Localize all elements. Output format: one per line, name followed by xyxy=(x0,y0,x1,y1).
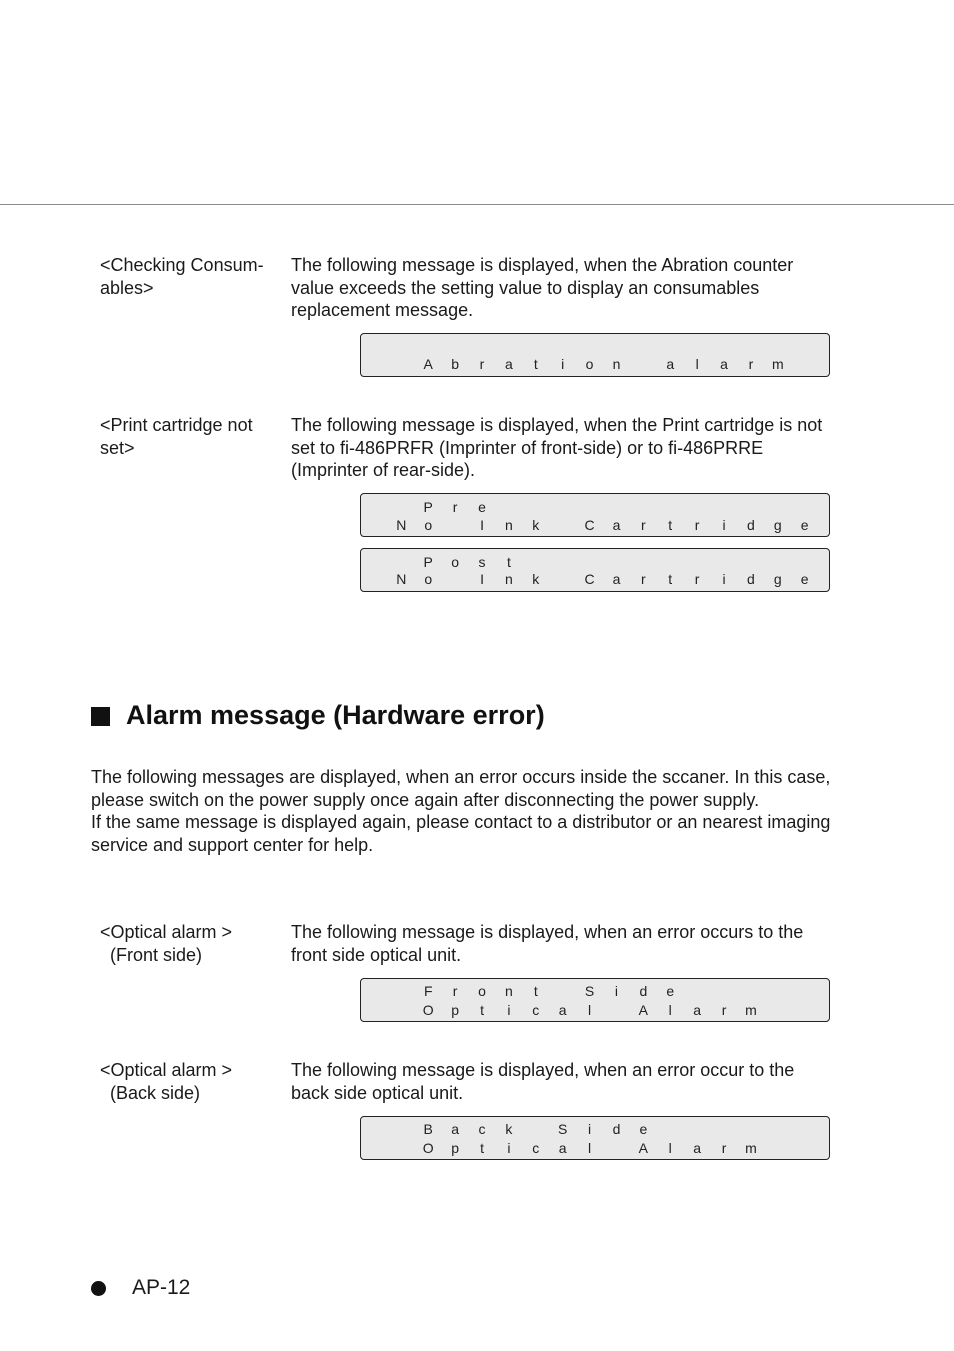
lcd-char: r xyxy=(721,1140,727,1156)
lcd-char: m xyxy=(745,1002,757,1018)
entry-label-line: set> xyxy=(100,437,135,458)
lcd-char: d xyxy=(612,1121,621,1137)
round-bullet-icon xyxy=(91,1281,106,1296)
lcd-char xyxy=(361,516,388,534)
lcd-char: A xyxy=(638,1140,649,1156)
lcd-char xyxy=(361,570,388,588)
lcd-char: A xyxy=(423,356,433,372)
lcd-line-2 xyxy=(361,1001,764,1019)
lcd-char: r xyxy=(748,356,754,372)
page-number: AP-12 xyxy=(132,1276,191,1299)
entry-description: The following message is displayed, when an error occur to the back side optical unit. xyxy=(291,1060,795,1103)
section-heading xyxy=(91,700,545,731)
lcd-char: i xyxy=(507,1002,511,1018)
lcd-char: I xyxy=(480,517,484,533)
lcd-char: a xyxy=(693,1002,702,1018)
lcd-char: o xyxy=(478,983,486,999)
lcd-panel xyxy=(360,548,830,592)
lcd-char: m xyxy=(745,1140,757,1156)
lcd-char: n xyxy=(505,983,513,999)
lcd-char: a xyxy=(451,1121,460,1137)
lcd-char: i xyxy=(722,517,726,533)
lcd-char: o xyxy=(424,571,433,587)
lcd-char: r xyxy=(452,983,458,999)
lcd-char: o xyxy=(451,554,460,570)
lcd-char: S xyxy=(558,1121,568,1137)
lcd-char xyxy=(522,1120,549,1138)
entry-label-optical-back xyxy=(100,1059,285,1104)
lcd-char: n xyxy=(612,356,621,372)
lcd-char: i xyxy=(507,1140,511,1156)
lcd-line-1 xyxy=(361,553,522,571)
lcd-char: n xyxy=(505,571,513,587)
lcd-char: a xyxy=(612,517,621,533)
lcd-char: O xyxy=(422,1002,434,1018)
lcd-char: N xyxy=(396,571,407,587)
lcd-char: r xyxy=(694,517,700,533)
lcd-char: e xyxy=(639,1121,648,1137)
lcd-char xyxy=(442,516,469,534)
lcd-char xyxy=(388,498,415,516)
lcd-char: t xyxy=(480,1002,484,1018)
lcd-char: t xyxy=(668,571,673,587)
lcd-line-2 xyxy=(361,516,818,534)
lcd-char xyxy=(388,355,415,373)
entry-label-line: (Front side) xyxy=(110,944,203,965)
lcd-char: e xyxy=(800,517,809,533)
lcd-char: i xyxy=(722,571,726,587)
entry-description: The following message is displayed, when an error occurs to the front side optical unit. xyxy=(291,922,804,965)
lcd-panel xyxy=(360,978,830,1022)
page-footer xyxy=(91,1276,190,1300)
lcd-char: t xyxy=(533,983,538,999)
lcd-char: l xyxy=(695,356,699,372)
lcd-char: n xyxy=(505,517,513,533)
lcd-char: l xyxy=(588,1002,592,1018)
lcd-char: d xyxy=(747,517,755,533)
lcd-char: r xyxy=(721,1002,727,1018)
intro-paragraph: The following messages are displayed, when an error occurs inside the sccaner. In this case, please switch on the power supply once again after disconnecting the power supply. xyxy=(91,767,831,810)
lcd-char: r xyxy=(479,356,485,372)
lcd-char: t xyxy=(506,554,511,570)
lcd-char: i xyxy=(614,983,619,999)
lcd-char xyxy=(549,982,576,1000)
lcd-char xyxy=(388,982,415,1000)
lcd-char: a xyxy=(666,356,675,372)
lcd-char xyxy=(388,1001,415,1019)
lcd-char: r xyxy=(694,571,700,587)
entry-label-line: <Optical alarm > xyxy=(100,922,233,942)
intro-paragraph: If the same message is displayed again, please contact to a distributor or an nearest imaging service and support center for help. xyxy=(91,812,831,855)
lcd-char: C xyxy=(584,571,595,587)
lcd-char: C xyxy=(584,517,595,533)
lcd-char: e xyxy=(666,983,675,999)
lcd-char: P xyxy=(423,554,433,570)
lcd-char: a xyxy=(505,356,513,372)
section-intro xyxy=(91,766,836,856)
lcd-char: e xyxy=(800,571,809,587)
entry-label-optical-front xyxy=(100,921,285,966)
lcd-char: t xyxy=(668,517,673,533)
lcd-char: c xyxy=(532,1002,540,1018)
lcd-char: a xyxy=(612,571,621,587)
lcd-char xyxy=(549,570,576,588)
lcd-char xyxy=(361,1139,388,1157)
entry-label-line: <Optical alarm > xyxy=(100,1060,233,1080)
lcd-char: c xyxy=(478,1121,486,1137)
lcd-char: a xyxy=(558,1002,567,1018)
lcd-char: g xyxy=(773,571,782,587)
lcd-char: I xyxy=(480,571,484,587)
entry-label-line: <Checking Consum- xyxy=(100,255,264,275)
lcd-char xyxy=(361,1120,388,1138)
lcd-char: r xyxy=(641,517,646,533)
entry-description: The following message is displayed, when the Abration counter value exceeds the setting value to display an consumables replacement message. xyxy=(291,255,794,320)
lcd-char xyxy=(361,553,388,571)
lcd-char: F xyxy=(423,983,433,999)
lcd-char xyxy=(442,570,469,588)
lcd-char: O xyxy=(422,1140,434,1156)
lcd-char: r xyxy=(641,571,646,587)
entry-label-checking-consumables xyxy=(100,254,285,299)
lcd-char: d xyxy=(639,983,648,999)
square-bullet-icon xyxy=(91,707,110,726)
lcd-line-2 xyxy=(361,355,791,373)
lcd-char: l xyxy=(668,1140,672,1156)
lcd-char: A xyxy=(638,1002,649,1018)
lcd-line-2 xyxy=(361,570,818,588)
lcd-panel xyxy=(360,333,830,377)
lcd-char: m xyxy=(771,356,784,372)
lcd-char xyxy=(388,1139,415,1157)
lcd-char: P xyxy=(423,499,433,515)
lcd-char: S xyxy=(584,983,595,999)
lcd-char: p xyxy=(451,1002,460,1018)
entry-description: The following message is displayed, when the Print cartridge is not set to fi-486PRFR (Imprinter of front-side) or to fi-486PRRE (Imprinter of rear-side). xyxy=(291,415,823,480)
lcd-panel xyxy=(360,1116,830,1160)
lcd-char xyxy=(361,355,388,373)
lcd-char: t xyxy=(480,1140,484,1156)
lcd-char: a xyxy=(720,356,728,372)
entry-label-line: (Back side) xyxy=(110,1082,201,1103)
lcd-char: s xyxy=(478,554,486,570)
lcd-char: i xyxy=(588,1121,592,1137)
lcd-char: t xyxy=(533,356,538,372)
lcd-char: l xyxy=(668,1002,672,1018)
lcd-char: d xyxy=(747,571,755,587)
lcd-char: a xyxy=(693,1140,702,1156)
lcd-char xyxy=(388,1120,415,1138)
lcd-char xyxy=(603,1139,630,1157)
lcd-char xyxy=(603,1001,630,1019)
lcd-char: r xyxy=(452,499,458,515)
section-title: Alarm message (Hardware error) xyxy=(126,700,545,730)
lcd-char xyxy=(361,982,388,1000)
lcd-char: i xyxy=(561,356,565,372)
entry-label-print-cartridge xyxy=(100,414,285,459)
lcd-line-1 xyxy=(361,982,684,1000)
lcd-char: p xyxy=(451,1140,460,1156)
lcd-char: k xyxy=(505,1121,513,1137)
lcd-char: o xyxy=(585,356,594,372)
lcd-char: a xyxy=(558,1140,567,1156)
lcd-line-2 xyxy=(361,1139,764,1157)
lcd-char xyxy=(549,516,576,534)
lcd-line-1 xyxy=(361,498,495,516)
lcd-panel xyxy=(360,493,830,537)
lcd-char: o xyxy=(424,517,433,533)
lcd-char: b xyxy=(451,356,460,372)
lcd-char xyxy=(361,1001,388,1019)
lcd-char: e xyxy=(478,499,486,515)
header-rule xyxy=(0,204,954,205)
lcd-char: N xyxy=(396,517,407,533)
lcd-char: k xyxy=(532,571,540,587)
lcd-char xyxy=(388,553,415,571)
lcd-char: c xyxy=(532,1140,540,1156)
lcd-char xyxy=(361,498,388,516)
lcd-char xyxy=(630,355,657,373)
lcd-line-1 xyxy=(361,1120,657,1138)
lcd-char: l xyxy=(588,1140,592,1156)
lcd-char: k xyxy=(532,517,540,533)
entry-label-line: ables> xyxy=(100,277,154,298)
lcd-char: g xyxy=(773,517,782,533)
entry-label-line: <Print cartridge not xyxy=(100,415,253,435)
lcd-char: B xyxy=(423,1121,433,1137)
